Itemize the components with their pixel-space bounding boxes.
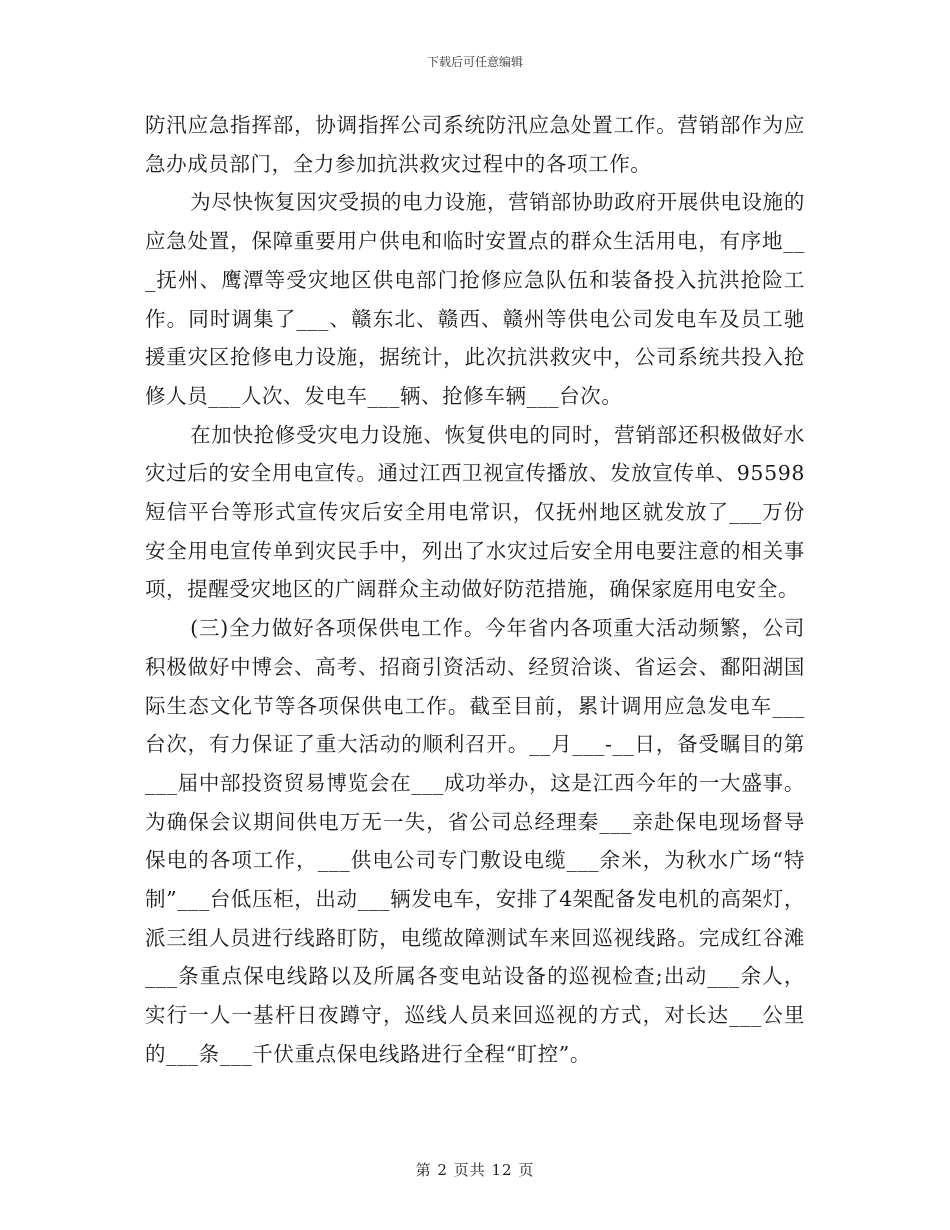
page-footer: 第 2 页共 12 页	[415, 1161, 535, 1179]
paragraph-4: (三)全力做好各项保供电工作。今年省内各项重大活动频繁，公司积极做好中博会、高考、招商引资活动、经贸洽谈、省运会、鄱阳湖国际生态文化节等各项保供电工作。截至目前，累计调用应急发电车___台次，有力保证了重大活动的顺利召开。__月___-__日，备受瞩目的第___届中部投资贸易博览会在___成功举办，这是江西今年的一大盛事。为确保会议期间供电万无一失，省公司总经理秦___亲赴保电现场督导保电的各项工作，___供电公司专门敷设电缆___余米，为秋水广场“特制”___台低压柜，出动___辆发电车，安排了4架配备发电机的高架灯，派三组人员进行线路盯防，电缆故障测试车来回巡视线路。完成红谷滩___条重点保电线路以及所属各变电站设备的巡视检查;出动___余人，实行一人一基杆日夜蹲守，巡线人员来回巡视的方式，对长达___公里的___条___千伏重点保电线路进行全程“盯控”。	[145, 616, 805, 1066]
paragraph-1: 防汛应急指挥部，协调指挥公司系统防汛应急处置工作。营销部作为应急办成员部门，全力参加抗洪救灾过程中的各项工作。	[145, 113, 805, 176]
document-body	[145, 106, 805, 1074]
paragraph-3: 在加快抢修受灾电力设施、恢复供电的同时，营销部还积极做好水灾过后的安全用电宣传。通过江西卫视宣传播放、发放宣传单、95598短信平台等形式宣传灾后安全用电常识，仅抚州地区就发放了___万份安全用电宣传单到灾民手中，列出了水灾过后安全用电要注意的相关事项，提醒受灾地区的广阔群众主动做好防范措施，确保家庭用电安全。	[145, 422, 805, 602]
page-header: 下载后可任意编辑	[426, 55, 523, 69]
paragraph-2: 为尽快恢复因灾受损的电力设施，营销部协助政府开展供电设施的应急处置，保障重要用户供电和临时安置点的群众生活用电，有序地___抚州、鹰潭等受灾地区供电部门抢修应急队伍和装备投入抗洪抢险工作。同时调集了___、赣东北、赣西、赣州等供电公司发电车及员工驰援重灾区抢修电力设施，据统计，此次抗洪救灾中，公司系统共投入抢修人员___人次、发电车___辆、抢修车辆___台次。	[145, 190, 805, 408]
